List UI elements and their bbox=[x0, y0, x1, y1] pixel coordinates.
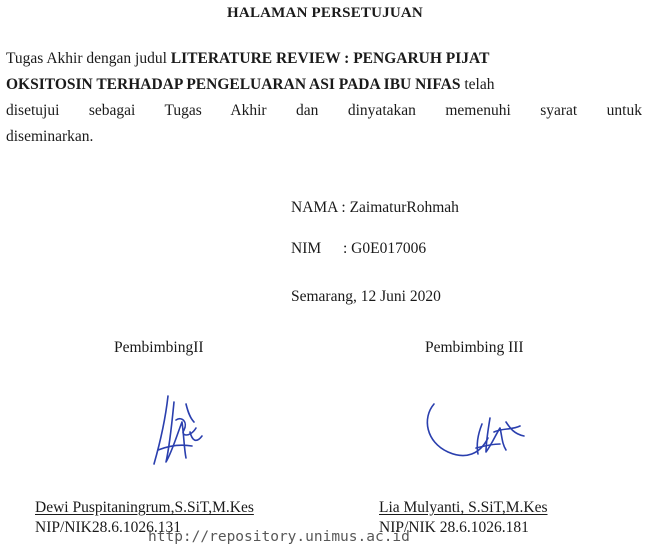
nim-value: : G0E017006 bbox=[343, 240, 427, 257]
thesis-title-part-1: LITERATURE REVIEW : PENGARUH PIJAT bbox=[170, 50, 490, 67]
signature-2 bbox=[420, 398, 530, 464]
repository-watermark: http://repository.unimus.ac.id bbox=[148, 529, 410, 545]
name-value: : ZaimaturRohmah bbox=[341, 199, 459, 216]
supervisor-1-name: Dewi Puspitaningrum,S.SiT,M.Kes bbox=[35, 499, 254, 516]
paragraph-text: Tugas Akhir dengan judul bbox=[6, 50, 171, 67]
approval-paragraph bbox=[6, 46, 642, 150]
place-date: Semarang, 12 Juni 2020 bbox=[291, 288, 441, 305]
student-name bbox=[291, 199, 459, 217]
paragraph-line-3: disetujui sebagai Tugas Akhir dan dinyatakan memenuhi syarat untuk bbox=[6, 102, 642, 119]
paragraph-line-1 bbox=[6, 46, 642, 72]
supervisor-2-role: Pembimbing III bbox=[425, 339, 524, 356]
student-nim bbox=[291, 240, 426, 258]
paragraph-line-4: diseminarkan. bbox=[6, 128, 94, 145]
supervisor-1-nip: NIP/NIK28.6.1026.131 bbox=[35, 519, 181, 536]
page-title: HALAMAN PERSETUJUAN bbox=[227, 5, 423, 21]
nim-label: NIM bbox=[291, 240, 322, 257]
paragraph-line-2 bbox=[6, 72, 642, 98]
name-label: NAMA bbox=[291, 199, 338, 216]
supervisor-2-name: Lia Mulyanti, S.SiT,M.Kes bbox=[379, 499, 548, 516]
paragraph-text: telah bbox=[460, 76, 495, 93]
signature-1 bbox=[146, 392, 206, 472]
thesis-title-part-2: OKSITOSIN TERHADAP PENGELUARAN ASI PADA IBU NIFAS bbox=[6, 76, 461, 93]
supervisor-1-role: PembimbingII bbox=[114, 339, 204, 356]
supervisor-2-nip: NIP/NIK 28.6.1026.181 bbox=[379, 519, 529, 536]
